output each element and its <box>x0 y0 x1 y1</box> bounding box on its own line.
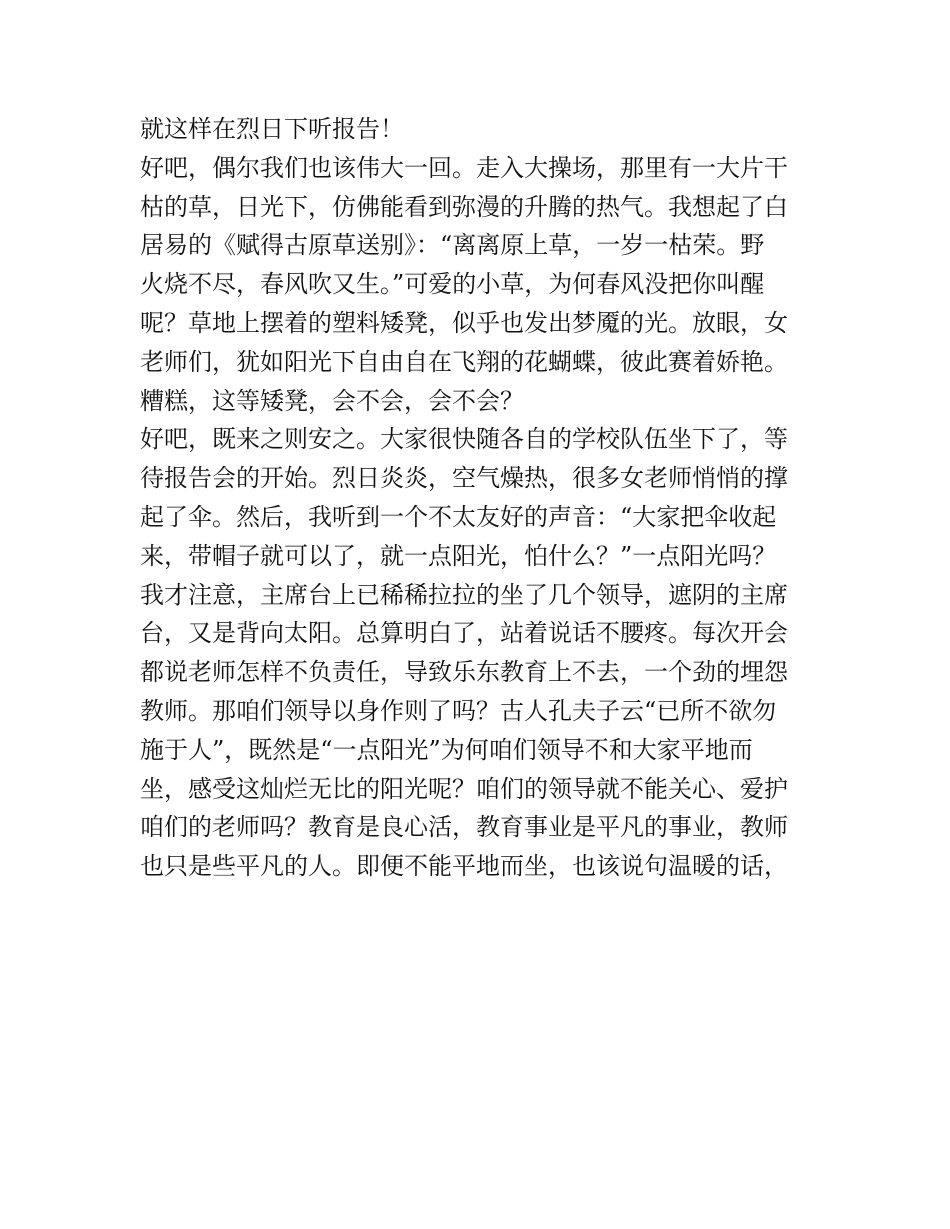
text-line: 火烧不尽，春风吹又生。”可爱的小草，为何春风没把你叫醒 <box>140 270 765 299</box>
text-line: 我才注意，主席台上已稀稀拉拉的坐了几个领导，遮阴的主席 <box>140 580 788 609</box>
text-line: 施于人”，既然是“一点阳光”为何咱们领导不和大家平地而 <box>140 735 753 764</box>
text-line: 居易的《赋得古原草送别》：“离离原上草，一岁一枯荣。野 <box>140 231 765 260</box>
text-line: 教师。那咱们领导以身作则了吗？古人孔夫子云“已所不欲勿 <box>140 696 777 725</box>
text-line: 糟糕，这等矮凳，会不会，会不会？ <box>140 386 524 415</box>
text-line: 就这样在烈日下听报告！ <box>140 115 404 143</box>
text-line: 都说老师怎样不负责任，导致乐东教育上不去，一个劲的埋怨 <box>140 658 788 687</box>
text-line: 也只是些平凡的人。即便不能平地而坐，也该说句温暖的话， <box>140 852 788 881</box>
text-line: 台，又是背向太阳。总算明白了，站着说话不腰疼。每次开会 <box>140 619 788 648</box>
text-line: 老师们，犹如阳光下自由自在飞翔的花蝴蝶，彼此赛着娇艳。 <box>140 347 788 376</box>
text-line: 枯的草，日光下，仿佛能看到弥漫的升腾的热气。我想起了白 <box>140 192 788 221</box>
text-line: 好吧，既来之则安之。大家很快随各自的学校队伍坐下了，等 <box>140 425 788 454</box>
text-line: 坐，感受这灿烂无比的阳光呢？咱们的领导就不能关心、爱护 <box>140 774 788 803</box>
text-line: 起了伞。然后，我听到一个不太友好的声音：“大家把伞收起 <box>140 502 777 531</box>
text-line: 呢？草地上摆着的塑料矮凳，似乎也发出梦魇的光。放眼，女 <box>140 308 788 337</box>
text-line: 好吧，偶尔我们也该伟大一回。走入大操场，那里有一大片干 <box>140 153 788 182</box>
body-text <box>140 110 820 886</box>
text-line: 来，带帽子就可以了，就一点阳光，怕什么？”一点阳光吗？ <box>140 541 777 570</box>
text-line: 咱们的老师吗？教育是良心活，教育事业是平凡的事业，教师 <box>140 813 788 842</box>
text-line: 待报告会的开始。烈日炎炎，空气燥热，很多女老师悄悄的撑 <box>140 464 788 493</box>
